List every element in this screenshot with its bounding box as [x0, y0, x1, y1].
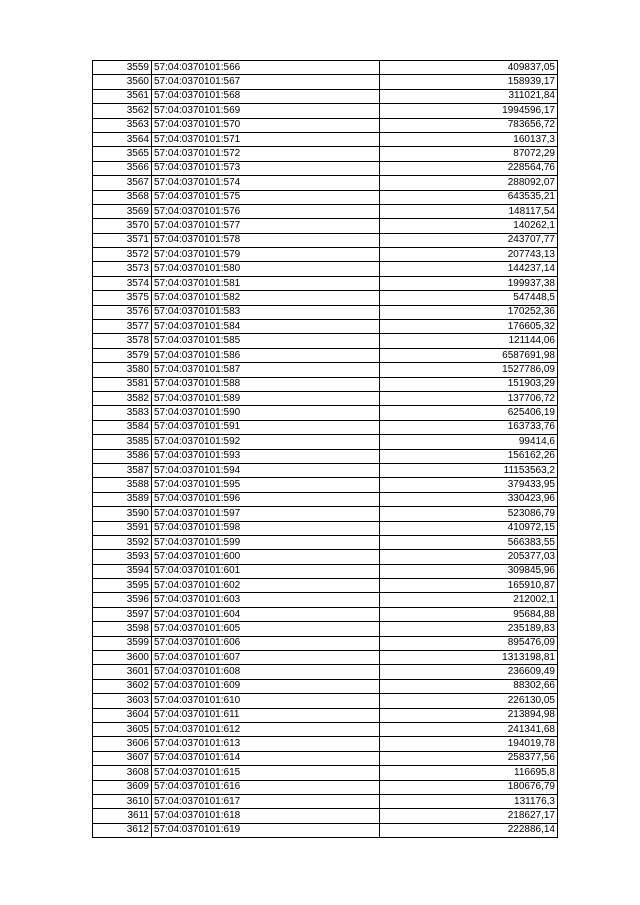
cadastral-number-cell: 57:04:0370101:608 [152, 665, 380, 679]
cadastral-value-cell: 176605,32 [380, 320, 558, 334]
row-number-cell: 3598 [93, 622, 152, 636]
row-number-cell: 3570 [93, 219, 152, 233]
table-row [93, 694, 558, 708]
row-number-cell: 3596 [93, 593, 152, 607]
cadastral-value-cell: 409837,05 [380, 61, 558, 75]
row-number-cell: 3595 [93, 579, 152, 593]
cadastral-number-cell: 57:04:0370101:610 [152, 694, 380, 708]
table-row [93, 794, 558, 808]
cadastral-number-cell: 57:04:0370101:592 [152, 435, 380, 449]
cadastral-value-cell: 236609,49 [380, 665, 558, 679]
cadastral-number-cell: 57:04:0370101:571 [152, 132, 380, 146]
table-row [93, 363, 558, 377]
row-number-cell: 3579 [93, 348, 152, 362]
cadastral-value-cell: 137706,72 [380, 391, 558, 405]
table-row [93, 550, 558, 564]
cadastral-value-cell: 158939,17 [380, 75, 558, 89]
table-row [93, 190, 558, 204]
cadastral-value-cell: 625406,19 [380, 406, 558, 420]
table-row [93, 406, 558, 420]
cadastral-value-cell: 131176,3 [380, 794, 558, 808]
row-number-cell: 3604 [93, 708, 152, 722]
table-row [93, 679, 558, 693]
table-row [93, 132, 558, 146]
row-number-cell: 3591 [93, 521, 152, 535]
row-number-cell: 3580 [93, 363, 152, 377]
cadastral-value-cell: 99414,6 [380, 435, 558, 449]
table-row [93, 665, 558, 679]
cadastral-value-cell: 140262,1 [380, 219, 558, 233]
cadastral-number-cell: 57:04:0370101:599 [152, 535, 380, 549]
row-number-cell: 3560 [93, 75, 152, 89]
row-number-cell: 3606 [93, 737, 152, 751]
row-number-cell: 3610 [93, 794, 152, 808]
table-row [93, 535, 558, 549]
cadastral-value-cell: 226130,05 [380, 694, 558, 708]
cadastral-value-cell: 156162,26 [380, 449, 558, 463]
table-row [93, 708, 558, 722]
table-row [93, 377, 558, 391]
row-number-cell: 3583 [93, 406, 152, 420]
table-row [93, 507, 558, 521]
cadastral-value-cell: 87072,29 [380, 147, 558, 161]
cadastral-value-cell: 212002,1 [380, 593, 558, 607]
cadastral-value-cell: 95684,88 [380, 607, 558, 621]
cadastral-value-cell: 116695,8 [380, 766, 558, 780]
row-number-cell: 3581 [93, 377, 152, 391]
cadastral-value-cell: 783656,72 [380, 118, 558, 132]
cadastral-number-cell: 57:04:0370101:578 [152, 233, 380, 247]
cadastral-value-cell: 144237,14 [380, 262, 558, 276]
table-row [93, 75, 558, 89]
cadastral-number-cell: 57:04:0370101:606 [152, 636, 380, 650]
cadastral-value-cell: 121144,06 [380, 334, 558, 348]
row-number-cell: 3608 [93, 766, 152, 780]
table-row [93, 320, 558, 334]
table-row [93, 147, 558, 161]
cadastral-value-cell: 288092,07 [380, 176, 558, 190]
cadastral-number-cell: 57:04:0370101:602 [152, 579, 380, 593]
cadastral-value-cell: 330423,96 [380, 492, 558, 506]
cadastral-number-cell: 57:04:0370101:568 [152, 89, 380, 103]
table-row [93, 463, 558, 477]
cadastral-number-cell: 57:04:0370101:609 [152, 679, 380, 693]
table-row [93, 391, 558, 405]
cadastral-number-cell: 57:04:0370101:603 [152, 593, 380, 607]
cadastral-value-cell: 243707,77 [380, 233, 558, 247]
cadastral-number-cell: 57:04:0370101:594 [152, 463, 380, 477]
cadastral-number-cell: 57:04:0370101:579 [152, 248, 380, 262]
cadastral-number-cell: 57:04:0370101:566 [152, 61, 380, 75]
row-number-cell: 3603 [93, 694, 152, 708]
cadastral-number-cell: 57:04:0370101:588 [152, 377, 380, 391]
table-row [93, 276, 558, 290]
row-number-cell: 3612 [93, 823, 152, 837]
table-row [93, 233, 558, 247]
table-row [93, 751, 558, 765]
table-row [93, 305, 558, 319]
cadastral-value-cell: 228564,76 [380, 161, 558, 175]
cadastral-value-cell: 258377,56 [380, 751, 558, 765]
row-number-cell: 3572 [93, 248, 152, 262]
cadastral-number-cell: 57:04:0370101:580 [152, 262, 380, 276]
cadastral-number-cell: 57:04:0370101:577 [152, 219, 380, 233]
cadastral-number-cell: 57:04:0370101:589 [152, 391, 380, 405]
cadastral-number-cell: 57:04:0370101:582 [152, 291, 380, 305]
row-number-cell: 3588 [93, 478, 152, 492]
cadastral-number-cell: 57:04:0370101:612 [152, 722, 380, 736]
cadastral-value-cell: 566383,55 [380, 535, 558, 549]
cadastral-number-cell: 57:04:0370101:569 [152, 104, 380, 118]
table-row [93, 722, 558, 736]
row-number-cell: 3568 [93, 190, 152, 204]
cadastral-number-cell: 57:04:0370101:597 [152, 507, 380, 521]
row-number-cell: 3566 [93, 161, 152, 175]
row-number-cell: 3601 [93, 665, 152, 679]
cadastral-number-cell: 57:04:0370101:595 [152, 478, 380, 492]
cadastral-value-table [92, 60, 558, 838]
cadastral-value-cell: 895476,09 [380, 636, 558, 650]
table-row [93, 478, 558, 492]
cadastral-value-cell: 643535,21 [380, 190, 558, 204]
table-row [93, 291, 558, 305]
row-number-cell: 3587 [93, 463, 152, 477]
row-number-cell: 3589 [93, 492, 152, 506]
cadastral-value-cell: 165910,87 [380, 579, 558, 593]
table-body [93, 61, 558, 838]
cadastral-value-cell: 523086,79 [380, 507, 558, 521]
cadastral-number-cell: 57:04:0370101:613 [152, 737, 380, 751]
cadastral-number-cell: 57:04:0370101:575 [152, 190, 380, 204]
cadastral-number-cell: 57:04:0370101:615 [152, 766, 380, 780]
table-row [93, 219, 558, 233]
row-number-cell: 3611 [93, 809, 152, 823]
row-number-cell: 3592 [93, 535, 152, 549]
table-row [93, 766, 558, 780]
cadastral-number-cell: 57:04:0370101:596 [152, 492, 380, 506]
cadastral-value-cell: 160137,3 [380, 132, 558, 146]
row-number-cell: 3586 [93, 449, 152, 463]
row-number-cell: 3574 [93, 276, 152, 290]
row-number-cell: 3576 [93, 305, 152, 319]
row-number-cell: 3573 [93, 262, 152, 276]
cadastral-number-cell: 57:04:0370101:616 [152, 780, 380, 794]
table-row [93, 607, 558, 621]
table-row [93, 593, 558, 607]
cadastral-value-cell: 180676,79 [380, 780, 558, 794]
cadastral-value-cell: 311021,84 [380, 89, 558, 103]
table-row [93, 204, 558, 218]
row-number-cell: 3590 [93, 507, 152, 521]
table-row [93, 780, 558, 794]
cadastral-number-cell: 57:04:0370101:585 [152, 334, 380, 348]
table-row [93, 420, 558, 434]
cadastral-number-cell: 57:04:0370101:586 [152, 348, 380, 362]
cadastral-number-cell: 57:04:0370101:605 [152, 622, 380, 636]
table-row [93, 61, 558, 75]
row-number-cell: 3569 [93, 204, 152, 218]
row-number-cell: 3599 [93, 636, 152, 650]
row-number-cell: 3602 [93, 679, 152, 693]
table-row [93, 636, 558, 650]
cadastral-value-cell: 1994596,17 [380, 104, 558, 118]
cadastral-number-cell: 57:04:0370101:572 [152, 147, 380, 161]
row-number-cell: 3563 [93, 118, 152, 132]
cadastral-value-cell: 1527786,09 [380, 363, 558, 377]
cadastral-number-cell: 57:04:0370101:591 [152, 420, 380, 434]
cadastral-number-cell: 57:04:0370101:574 [152, 176, 380, 190]
table-row [93, 89, 558, 103]
cadastral-value-cell: 218627,17 [380, 809, 558, 823]
cadastral-number-cell: 57:04:0370101:618 [152, 809, 380, 823]
cadastral-number-cell: 57:04:0370101:611 [152, 708, 380, 722]
row-number-cell: 3565 [93, 147, 152, 161]
cadastral-number-cell: 57:04:0370101:587 [152, 363, 380, 377]
cadastral-value-cell: 379433,95 [380, 478, 558, 492]
cadastral-value-cell: 170252,36 [380, 305, 558, 319]
cadastral-number-cell: 57:04:0370101:567 [152, 75, 380, 89]
row-number-cell: 3584 [93, 420, 152, 434]
row-number-cell: 3578 [93, 334, 152, 348]
cadastral-number-cell: 57:04:0370101:600 [152, 550, 380, 564]
cadastral-value-cell: 6587691,98 [380, 348, 558, 362]
cadastral-value-cell: 199937,38 [380, 276, 558, 290]
cadastral-value-cell: 235189,83 [380, 622, 558, 636]
table-row [93, 651, 558, 665]
cadastral-value-cell: 88302,66 [380, 679, 558, 693]
row-number-cell: 3582 [93, 391, 152, 405]
table-row [93, 334, 558, 348]
cadastral-number-cell: 57:04:0370101:590 [152, 406, 380, 420]
cadastral-value-cell: 241341,68 [380, 722, 558, 736]
cadastral-value-cell: 410972,15 [380, 521, 558, 535]
table-row [93, 449, 558, 463]
row-number-cell: 3597 [93, 607, 152, 621]
row-number-cell: 3577 [93, 320, 152, 334]
table-row [93, 435, 558, 449]
cadastral-number-cell: 57:04:0370101:584 [152, 320, 380, 334]
row-number-cell: 3561 [93, 89, 152, 103]
row-number-cell: 3567 [93, 176, 152, 190]
cadastral-number-cell: 57:04:0370101:607 [152, 651, 380, 665]
cadastral-number-cell: 57:04:0370101:593 [152, 449, 380, 463]
row-number-cell: 3600 [93, 651, 152, 665]
cadastral-value-cell: 163733,76 [380, 420, 558, 434]
row-number-cell: 3562 [93, 104, 152, 118]
table-row [93, 118, 558, 132]
cadastral-value-cell: 205377,03 [380, 550, 558, 564]
cadastral-value-cell: 547448,5 [380, 291, 558, 305]
table-row [93, 823, 558, 837]
row-number-cell: 3593 [93, 550, 152, 564]
table-row [93, 622, 558, 636]
cadastral-number-cell: 57:04:0370101:576 [152, 204, 380, 218]
cadastral-number-cell: 57:04:0370101:581 [152, 276, 380, 290]
cadastral-value-cell: 213894,98 [380, 708, 558, 722]
cadastral-number-cell: 57:04:0370101:619 [152, 823, 380, 837]
cadastral-value-cell: 148117,54 [380, 204, 558, 218]
cadastral-number-cell: 57:04:0370101:614 [152, 751, 380, 765]
cadastral-value-cell: 11153563,2 [380, 463, 558, 477]
cadastral-value-cell: 1313198,81 [380, 651, 558, 665]
cadastral-value-cell: 309845,96 [380, 564, 558, 578]
table-row [93, 248, 558, 262]
table-row [93, 579, 558, 593]
cadastral-number-cell: 57:04:0370101:573 [152, 161, 380, 175]
cadastral-value-cell: 151903,29 [380, 377, 558, 391]
table-row [93, 564, 558, 578]
cadastral-number-cell: 57:04:0370101:570 [152, 118, 380, 132]
row-number-cell: 3609 [93, 780, 152, 794]
table-row [93, 262, 558, 276]
row-number-cell: 3564 [93, 132, 152, 146]
cadastral-number-cell: 57:04:0370101:617 [152, 794, 380, 808]
cadastral-value-cell: 222886,14 [380, 823, 558, 837]
row-number-cell: 3575 [93, 291, 152, 305]
cadastral-value-cell: 194019,78 [380, 737, 558, 751]
cadastral-number-cell: 57:04:0370101:601 [152, 564, 380, 578]
table-row [93, 348, 558, 362]
row-number-cell: 3559 [93, 61, 152, 75]
table-row [93, 176, 558, 190]
cadastral-number-cell: 57:04:0370101:583 [152, 305, 380, 319]
row-number-cell: 3571 [93, 233, 152, 247]
table-row [93, 161, 558, 175]
cadastral-number-cell: 57:04:0370101:598 [152, 521, 380, 535]
cadastral-value-cell: 207743,13 [380, 248, 558, 262]
table-row [93, 492, 558, 506]
table-row [93, 104, 558, 118]
row-number-cell: 3585 [93, 435, 152, 449]
table-row [93, 737, 558, 751]
row-number-cell: 3607 [93, 751, 152, 765]
cadastral-number-cell: 57:04:0370101:604 [152, 607, 380, 621]
row-number-cell: 3605 [93, 722, 152, 736]
table-row [93, 809, 558, 823]
table-row [93, 521, 558, 535]
row-number-cell: 3594 [93, 564, 152, 578]
